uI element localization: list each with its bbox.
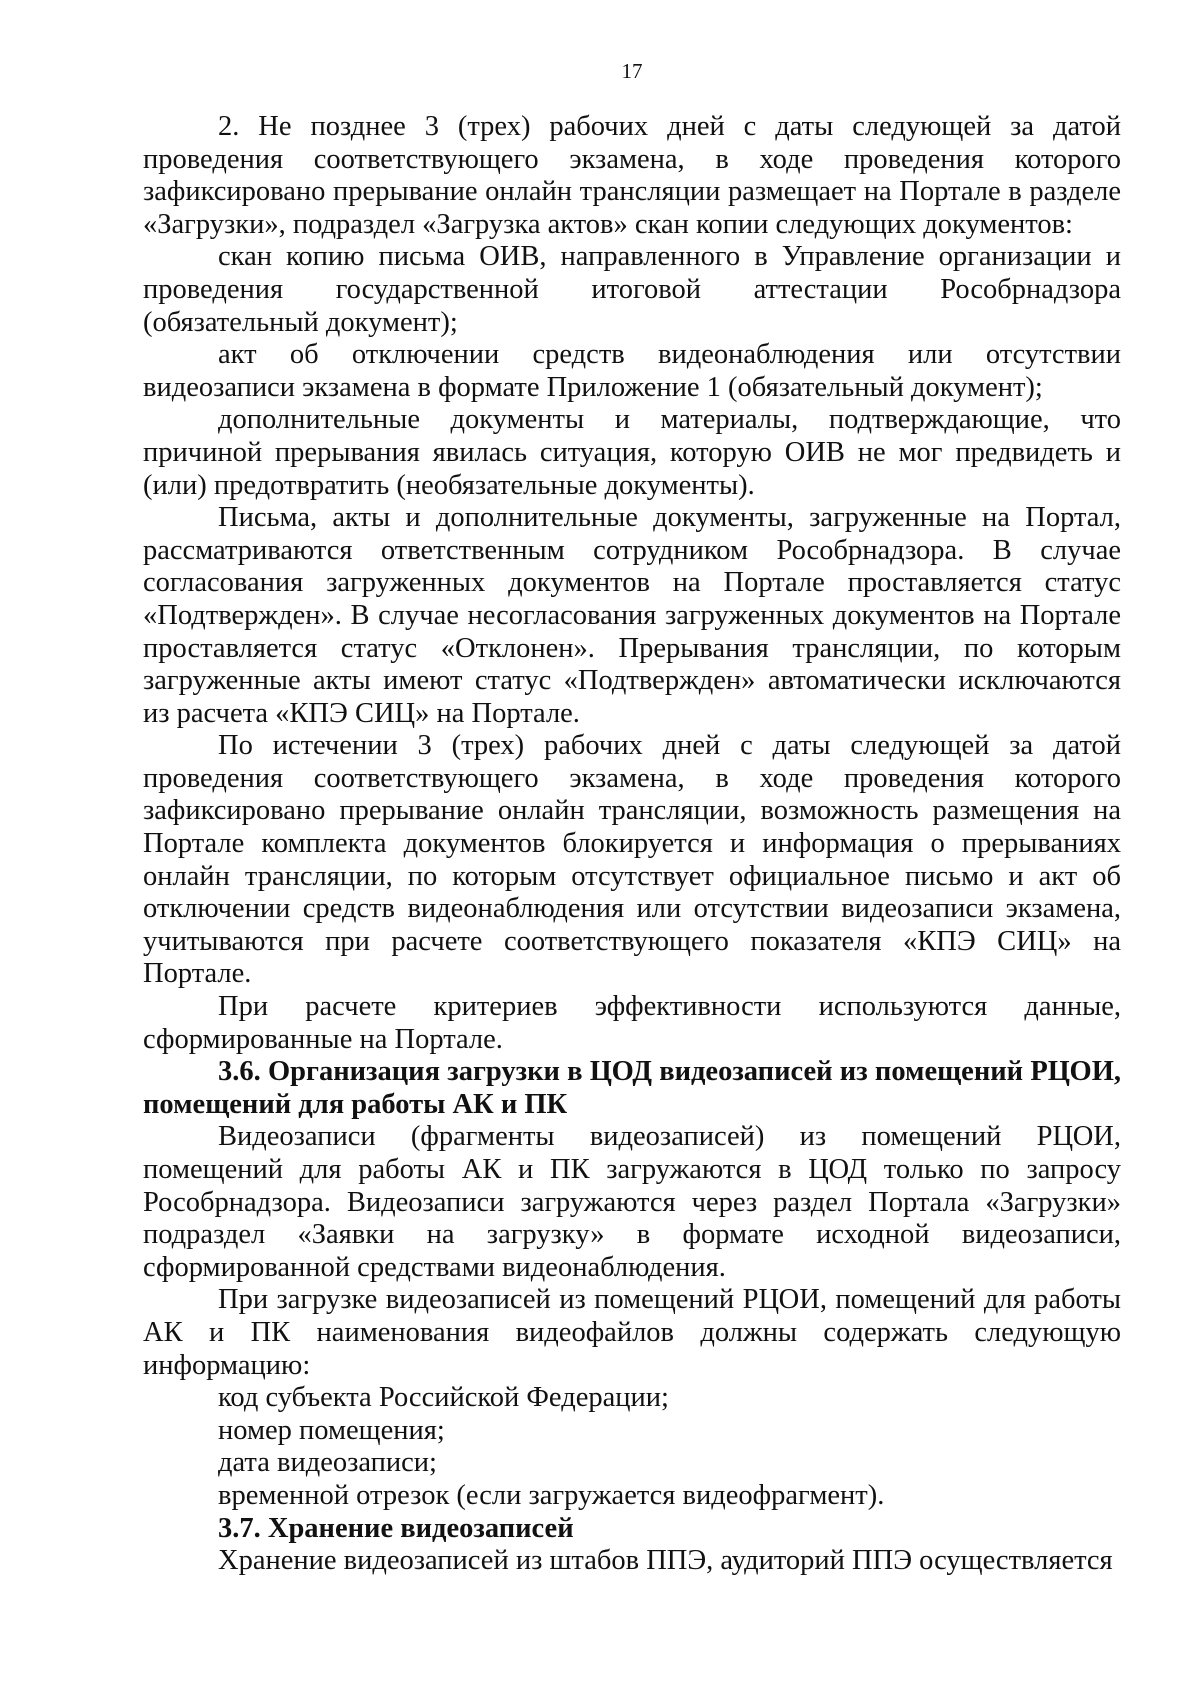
paragraph: При загрузке видеозаписей из помещений РЦОИ, помещений для работы АК и ПК наименования видеофайлов должны содержать следующую информацию: [143, 1284, 1121, 1381]
paragraph: Хранение видеозаписей из штабов ППЭ, аудиторий ППЭ осуществляется [218, 1545, 1113, 1577]
list-item: дата видеозаписи; [218, 1447, 437, 1479]
list-item: номер помещения; [218, 1414, 445, 1446]
paragraph: 2. Не позднее 3 (трех) рабочих дней с даты следующей за датой проведения соответствующего экзамена, в ходе проведения которого зафиксировано прерывание онлайн трансляции размещает на Портале в разделе «Загрузки», подраздел «Загрузка актов» скан копии следующих документов: [143, 111, 1121, 240]
document-body [143, 111, 1121, 1578]
paragraph: дополнительные документы и материалы, подтверждающие, что причиной прерывания явилась ситуация, которую ОИВ не мог предвидеть и (или) предотвратить (необязательные документы). [143, 404, 1121, 501]
list-item: временной отрезок (если загружается видеофрагмент). [218, 1479, 885, 1511]
paragraph: Письма, акты и дополнительные документы, загруженные на Портал, рассматриваются ответственным сотрудником Рособрнадзора. В случае согласования загруженных документов на Портале проставляется статус «Подтвержден». В случае несогласования загруженных документов на Портале проставляется статус «Отклонен». Прерывания трансляции, по которым загруженные акты имеют статус «Подтвержден» автоматически исключаются из расчета «КПЭ СИЦ» на Портале. [143, 502, 1121, 729]
paragraph: Видеозаписи (фрагменты видеозаписей) из помещений РЦОИ, помещений для работы АК и ПК загружаются в ЦОД только по запросу Рособрнадзора. Видеозаписи загружаются через раздел Портала «Загрузки» подраздел «Заявки на загрузку» в формате исходной видеозаписи, сформированной средствами видеонаблюдения. [143, 1121, 1121, 1283]
paragraph: При расчете критериев эффективности используются данные, сформированные на Портале. [143, 991, 1121, 1055]
paragraph: По истечении 3 (трех) рабочих дней с даты следующей за датой проведения соответствующего экзамена, в ходе проведения которого зафиксировано прерывание онлайн трансляции, возможность размещения на Портале комплекта документов блокируется и информация о прерываниях онлайн трансляции, по которым отсутствует официальное письмо и акт об отключении средств видеонаблюдения или отсутствии видеозаписи экзамена, учитываются при расчете соответствующего показателя «КПЭ СИЦ» на Портале. [143, 730, 1121, 990]
section-heading: 3.7. Хранение видеозаписей [218, 1512, 574, 1544]
page-number: 17 [621, 59, 643, 83]
paragraph: скан копию письма ОИВ, направленного в Управление организации и проведения государственной итоговой аттестации Рособрнадзора (обязательный документ); [143, 241, 1121, 338]
section-heading: 3.6. Организация загрузки в ЦОД видеозаписей из помещений РЦОИ, помещений для работы АК и ПК [143, 1056, 1121, 1120]
list-item: код субъекта Российской Федерации; [218, 1382, 669, 1414]
paragraph: акт об отключении средств видеонаблюдения или отсутствии видеозаписи экзамена в формате Приложение 1 (обязательный документ); [143, 339, 1121, 403]
